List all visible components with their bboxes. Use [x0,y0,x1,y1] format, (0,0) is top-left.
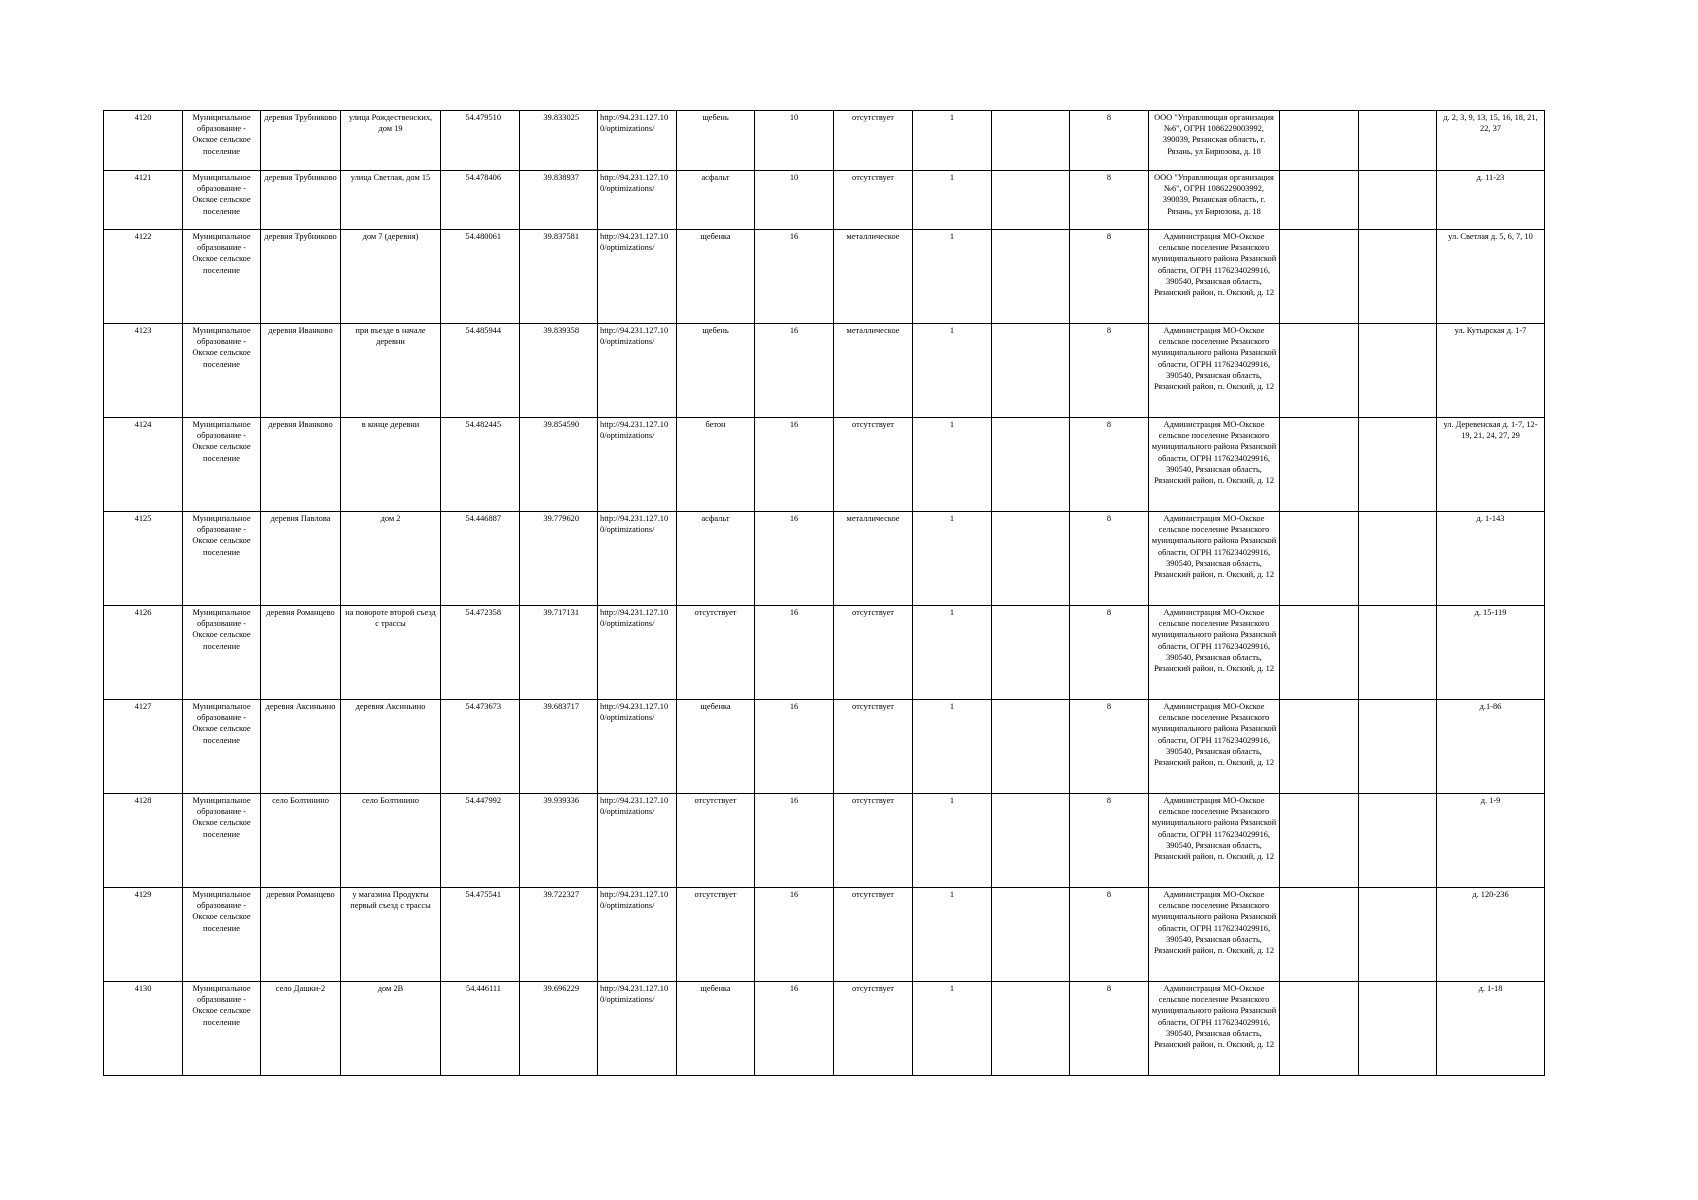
cell-longitude: 39.939336 [520,794,598,888]
cell-empty [1280,700,1359,794]
cell-map-link: http://94.231.127.10 0/optimizations/ [598,230,677,324]
cell-municipality: Муниципальное образование - Окское сельское поселение [183,606,261,700]
cell-empty [1280,888,1359,982]
table-row [104,982,1545,1076]
cell-longitude: 39.837581 [520,230,598,324]
cell-area: 16 [755,888,834,982]
cell-longitude: 39.779620 [520,512,598,606]
cell-surface: асфальт [677,171,755,230]
cell-empty [992,418,1070,512]
cell-surface: щебень [677,111,755,171]
cell-municipality: Муниципальное образование - Окское сельское поселение [183,794,261,888]
cell-map-link: http://94.231.127.10 0/optimizations/ [598,171,677,230]
cell-latitude: 54.475541 [441,888,520,982]
table-row [104,700,1545,794]
cell-surface: отсутствует [677,888,755,982]
cell-volume: 8 [1070,512,1149,606]
cell-latitude: 54.478406 [441,171,520,230]
cell-volume: 8 [1070,418,1149,512]
cell-settlement: село Дашки-2 [261,982,341,1076]
cell-volume: 8 [1070,606,1149,700]
cell-container-count: 1 [913,700,992,794]
cell-waste-sources: ул. Кутырская д. 1-7 [1437,324,1545,418]
cell-map-link: http://94.231.127.10 0/optimizations/ [598,111,677,171]
cell-area: 16 [755,606,834,700]
cell-area: 16 [755,512,834,606]
cell-fence: отсутствует [834,111,913,171]
cell-empty [1280,794,1359,888]
cell-latitude: 54.472358 [441,606,520,700]
cell-municipality: Муниципальное образование - Окское сельское поселение [183,888,261,982]
cell-container-count: 1 [913,230,992,324]
cell-municipality: Муниципальное образование - Окское сельское поселение [183,700,261,794]
cell-map-link: http://94.231.127.10 0/optimizations/ [598,700,677,794]
cell-area: 16 [755,230,834,324]
cell-empty [1280,324,1359,418]
cell-empty [992,512,1070,606]
cell-empty [1280,230,1359,324]
cell-longitude: 39.838937 [520,171,598,230]
cell-municipality: Муниципальное образование - Окское сельское поселение [183,982,261,1076]
cell-empty [992,700,1070,794]
cell-empty [1280,418,1359,512]
cell-waste-sources: д.1-86 [1437,700,1545,794]
cell-container-count: 1 [913,606,992,700]
cell-empty [1359,512,1437,606]
cell-map-link: http://94.231.127.10 0/optimizations/ [598,324,677,418]
cell-waste-sources: д. 1-9 [1437,794,1545,888]
registry-table [103,110,1545,1076]
cell-number: 4128 [104,794,183,888]
cell-empty [1359,111,1437,171]
cell-fence: отсутствует [834,888,913,982]
table-row [104,794,1545,888]
cell-latitude: 54.447992 [441,794,520,888]
cell-fence: отсутствует [834,171,913,230]
cell-owner: Администрация МО-Окское сельское поселение Рязанского муниципального района Рязанской области, ОГРН 1176234029916, 390540, Рязанская область, Рязанский район, п. Окский, д. 12 [1149,794,1280,888]
cell-number: 4125 [104,512,183,606]
cell-address: у магазина Продукты первый съезд с трассы [341,888,441,982]
cell-latitude: 54.482445 [441,418,520,512]
cell-empty [992,171,1070,230]
cell-map-link: http://94.231.127.10 0/optimizations/ [598,418,677,512]
cell-owner: Администрация МО-Окское сельское поселение Рязанского муниципального района Рязанской области, ОГРН 1176234029916, 390540, Рязанская область, Рязанский район, п. Окский, д. 12 [1149,418,1280,512]
cell-owner: Администрация МО-Окское сельское поселение Рязанского муниципального района Рязанской области, ОГРН 1176234029916, 390540, Рязанская область, Рязанский район, п. Окский, д. 12 [1149,606,1280,700]
cell-empty [1359,171,1437,230]
cell-municipality: Муниципальное образование - Окское сельское поселение [183,512,261,606]
cell-empty [992,888,1070,982]
cell-address: в конце деревни [341,418,441,512]
cell-municipality: Муниципальное образование - Окское сельское поселение [183,324,261,418]
cell-waste-sources: ул. Деревенская д. 1-7, 12-19, 21, 24, 27, 29 [1437,418,1545,512]
cell-municipality: Муниципальное образование - Окское сельское поселение [183,230,261,324]
cell-number: 4123 [104,324,183,418]
cell-area: 16 [755,794,834,888]
cell-owner: Администрация МО-Окское сельское поселение Рязанского муниципального района Рязанской области, ОГРН 1176234029916, 390540, Рязанская область, Рязанский район, п. Окский, д. 12 [1149,982,1280,1076]
cell-longitude: 39.683717 [520,700,598,794]
cell-number: 4129 [104,888,183,982]
cell-map-link: http://94.231.127.10 0/optimizations/ [598,888,677,982]
cell-number: 4121 [104,171,183,230]
cell-longitude: 39.833025 [520,111,598,171]
cell-empty [1359,888,1437,982]
cell-map-link: http://94.231.127.10 0/optimizations/ [598,606,677,700]
cell-latitude: 54.446111 [441,982,520,1076]
cell-number: 4120 [104,111,183,171]
cell-empty [1359,982,1437,1076]
cell-empty [1359,230,1437,324]
cell-container-count: 1 [913,512,992,606]
cell-fence: отсутствует [834,418,913,512]
cell-container-count: 1 [913,324,992,418]
cell-volume: 8 [1070,171,1149,230]
cell-map-link: http://94.231.127.10 0/optimizations/ [598,512,677,606]
cell-volume: 8 [1070,888,1149,982]
cell-owner: Администрация МО-Окское сельское поселение Рязанского муниципального района Рязанской области, ОГРН 1176234029916, 390540, Рязанская область, Рязанский район, п. Окский, д. 12 [1149,230,1280,324]
cell-number: 4124 [104,418,183,512]
cell-address: улица Светлая, дом 15 [341,171,441,230]
table-row [104,324,1545,418]
cell-latitude: 54.479510 [441,111,520,171]
cell-latitude: 54.485944 [441,324,520,418]
cell-longitude: 39.854590 [520,418,598,512]
cell-map-link: http://94.231.127.10 0/optimizations/ [598,982,677,1076]
cell-fence: отсутствует [834,794,913,888]
cell-area: 16 [755,324,834,418]
cell-area: 16 [755,700,834,794]
cell-address: дом 7 (деревня) [341,230,441,324]
cell-area: 10 [755,111,834,171]
cell-container-count: 1 [913,982,992,1076]
table-row [104,888,1545,982]
cell-container-count: 1 [913,171,992,230]
cell-fence: отсутствует [834,982,913,1076]
cell-waste-sources: д. 1-143 [1437,512,1545,606]
cell-settlement: деревня Романцево [261,606,341,700]
cell-empty [992,324,1070,418]
cell-longitude: 39.717131 [520,606,598,700]
cell-empty [992,982,1070,1076]
cell-number: 4126 [104,606,183,700]
cell-longitude: 39.839358 [520,324,598,418]
cell-number: 4122 [104,230,183,324]
cell-municipality: Муниципальное образование - Окское сельское поселение [183,418,261,512]
cell-settlement: деревня Трубниково [261,230,341,324]
cell-map-link: http://94.231.127.10 0/optimizations/ [598,794,677,888]
cell-volume: 8 [1070,230,1149,324]
cell-address: дом 2В [341,982,441,1076]
cell-surface: бетон [677,418,755,512]
cell-fence: отсутствует [834,700,913,794]
cell-area: 10 [755,171,834,230]
cell-empty [1280,512,1359,606]
cell-waste-sources: д. 15-119 [1437,606,1545,700]
cell-longitude: 39.696229 [520,982,598,1076]
cell-surface: отсутствует [677,606,755,700]
cell-settlement: село Болтинино [261,794,341,888]
cell-owner: Администрация МО-Окское сельское поселение Рязанского муниципального района Рязанской области, ОГРН 1176234029916, 390540, Рязанская область, Рязанский район, п. Окский, д. 12 [1149,512,1280,606]
cell-settlement: деревня Аксиньино [261,700,341,794]
table-row [104,606,1545,700]
cell-volume: 8 [1070,794,1149,888]
cell-empty [1359,418,1437,512]
cell-empty [1280,111,1359,171]
cell-latitude: 54.446887 [441,512,520,606]
cell-latitude: 54.480061 [441,230,520,324]
cell-container-count: 1 [913,794,992,888]
cell-address: дом 2 [341,512,441,606]
cell-empty [1280,606,1359,700]
cell-empty [1280,982,1359,1076]
cell-address: на повороте второй съезд с трассы [341,606,441,700]
cell-longitude: 39.722327 [520,888,598,982]
cell-empty [1359,700,1437,794]
cell-owner: Администрация МО-Окское сельское поселение Рязанского муниципального района Рязанской области, ОГРН 1176234029916, 390540, Рязанская область, Рязанский район, п. Окский, д. 12 [1149,888,1280,982]
cell-fence: металлическое [834,230,913,324]
cell-area: 16 [755,418,834,512]
table-row [104,171,1545,230]
registry-body [104,111,1545,1076]
cell-waste-sources: ул. Светлая д. 5, 6, 7, 10 [1437,230,1545,324]
cell-settlement: деревня Иванково [261,418,341,512]
cell-volume: 8 [1070,111,1149,171]
cell-fence: металлическое [834,324,913,418]
cell-waste-sources: д. 1-18 [1437,982,1545,1076]
cell-waste-sources: д. 120-236 [1437,888,1545,982]
cell-surface: асфальт [677,512,755,606]
cell-latitude: 54.473673 [441,700,520,794]
table-row [104,230,1545,324]
cell-empty [1359,324,1437,418]
cell-waste-sources: д. 11-23 [1437,171,1545,230]
cell-settlement: деревня Романцево [261,888,341,982]
cell-empty [992,111,1070,171]
cell-surface: щебенка [677,230,755,324]
cell-municipality: Муниципальное образование - Окское сельское поселение [183,171,261,230]
cell-volume: 8 [1070,700,1149,794]
cell-empty [1280,171,1359,230]
cell-settlement: деревня Иванково [261,324,341,418]
table-row [104,512,1545,606]
cell-owner: ООО "Управляющая организация №6", ОГРН 1086229003992, 390039, Рязанская область, г. Рязань, ул Бирюзова, д. 18 [1149,171,1280,230]
cell-container-count: 1 [913,111,992,171]
cell-address: улица Рождественских, дом 19 [341,111,441,171]
cell-surface: щебенка [677,700,755,794]
cell-waste-sources: д. 2, 3, 9, 13, 15, 16, 18, 21, 22, 37 [1437,111,1545,171]
cell-volume: 8 [1070,982,1149,1076]
table-row [104,418,1545,512]
cell-settlement: деревня Трубниково [261,171,341,230]
cell-municipality: Муниципальное образование - Окское сельское поселение [183,111,261,171]
cell-surface: отсутствует [677,794,755,888]
cell-surface: щебенка [677,982,755,1076]
cell-settlement: деревня Павлова [261,512,341,606]
cell-owner: Администрация МО-Окское сельское поселение Рязанского муниципального района Рязанской области, ОГРН 1176234029916, 390540, Рязанская область, Рязанский район, п. Окский, д. 12 [1149,700,1280,794]
cell-volume: 8 [1070,324,1149,418]
cell-fence: металлическое [834,512,913,606]
cell-address: село Болтинино [341,794,441,888]
cell-number: 4127 [104,700,183,794]
cell-empty [1359,794,1437,888]
cell-surface: щебень [677,324,755,418]
cell-empty [992,230,1070,324]
cell-address: деревня Аксиньино [341,700,441,794]
cell-container-count: 1 [913,888,992,982]
cell-area: 16 [755,982,834,1076]
cell-empty [992,606,1070,700]
table-row [104,111,1545,171]
cell-owner: Администрация МО-Окское сельское поселение Рязанского муниципального района Рязанской области, ОГРН 1176234029916, 390540, Рязанская область, Рязанский район, п. Окский, д. 12 [1149,324,1280,418]
cell-empty [1359,606,1437,700]
cell-settlement: деревня Трубниково [261,111,341,171]
cell-empty [992,794,1070,888]
cell-owner: ООО "Управляющая организация №6", ОГРН 1086229003992, 390039, Рязанская область, г. Рязань, ул Бирюзова, д. 18 [1149,111,1280,171]
cell-container-count: 1 [913,418,992,512]
cell-address: при въезде в начале деревни [341,324,441,418]
cell-fence: отсутствует [834,606,913,700]
cell-number: 4130 [104,982,183,1076]
